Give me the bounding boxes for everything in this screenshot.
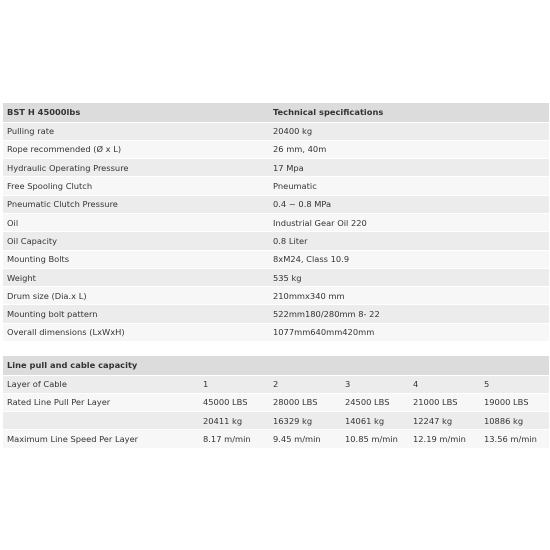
capacity-cell: 13.56 m/min bbox=[480, 430, 549, 448]
capacity-title: Line pull and cable capacity bbox=[3, 356, 549, 375]
spec-value: 210mmx340 mm bbox=[269, 287, 549, 305]
spec-value: 26 mm, 40m bbox=[269, 140, 549, 158]
capacity-cell: 19000 LBS bbox=[480, 393, 549, 411]
capacity-label: Rated Line Pull Per Layer bbox=[3, 393, 199, 411]
spec-label: Free Spooling Clutch bbox=[3, 177, 269, 195]
spec-label: Rope recommended (Ø x L) bbox=[3, 140, 269, 158]
spec-row bbox=[3, 177, 549, 195]
spec-row bbox=[3, 140, 549, 158]
capacity-cell: 9.45 m/min bbox=[269, 430, 341, 448]
spec-value: 0.4 ~ 0.8 MPa bbox=[269, 195, 549, 213]
spec-row bbox=[3, 268, 549, 286]
spec-value: Industrial Gear Oil 220 bbox=[269, 213, 549, 231]
capacity-cell: 14061 kg bbox=[341, 412, 409, 430]
capacity-cell: 28000 LBS bbox=[269, 393, 341, 411]
spec-value: 8xM24, Class 10.9 bbox=[269, 250, 549, 268]
capacity-cell: 45000 LBS bbox=[199, 393, 269, 411]
capacity-label bbox=[3, 412, 199, 430]
spec-label: Pulling rate bbox=[3, 122, 269, 140]
spec-label: Mounting bolt pattern bbox=[3, 305, 269, 323]
capacity-cell: 2 bbox=[269, 375, 341, 393]
spec-label: Weight bbox=[3, 268, 269, 286]
spec-value: 20400 kg bbox=[269, 122, 549, 140]
specifications-table bbox=[3, 103, 549, 342]
capacity-cell: 20411 kg bbox=[199, 412, 269, 430]
capacity-cell: 10886 kg bbox=[480, 412, 549, 430]
capacity-label: Maximum Line Speed Per Layer bbox=[3, 430, 199, 448]
spec-label: Hydraulic Operating Pressure bbox=[3, 159, 269, 177]
capacity-row bbox=[3, 412, 549, 430]
capacity-cell: 16329 kg bbox=[269, 412, 341, 430]
capacity-header-row bbox=[3, 356, 549, 375]
capacity-cell: 21000 LBS bbox=[409, 393, 480, 411]
capacity-cell: 4 bbox=[409, 375, 480, 393]
capacity-row bbox=[3, 375, 549, 393]
spec-label: Oil bbox=[3, 213, 269, 231]
spec-value: Pneumatic bbox=[269, 177, 549, 195]
capacity-cell: 12.19 m/min bbox=[409, 430, 480, 448]
spec-row bbox=[3, 232, 549, 250]
spec-row bbox=[3, 287, 549, 305]
spec-row bbox=[3, 159, 549, 177]
spec-header-title: Technical specifications bbox=[269, 103, 549, 122]
spec-row bbox=[3, 305, 549, 323]
spec-row bbox=[3, 323, 549, 341]
spec-row bbox=[3, 213, 549, 231]
spec-value: 0.8 Liter bbox=[269, 232, 549, 250]
spec-label: Drum size (Dia.x L) bbox=[3, 287, 269, 305]
capacity-label: Layer of Cable bbox=[3, 375, 199, 393]
spec-value: 1077mm640mm420mm bbox=[269, 323, 549, 341]
spec-row bbox=[3, 195, 549, 213]
spec-label: Mounting Bolts bbox=[3, 250, 269, 268]
capacity-cell: 5 bbox=[480, 375, 549, 393]
spec-row bbox=[3, 250, 549, 268]
capacity-cell: 10.85 m/min bbox=[341, 430, 409, 448]
spec-value: 522mm180/280mm 8- 22 bbox=[269, 305, 549, 323]
capacity-cell: 12247 kg bbox=[409, 412, 480, 430]
model-name: BST H 45000lbs bbox=[3, 103, 269, 122]
capacity-cell: 3 bbox=[341, 375, 409, 393]
spec-label: Overall dimensions (LxWxH) bbox=[3, 323, 269, 341]
spec-value: 535 kg bbox=[269, 268, 549, 286]
capacity-cell: 1 bbox=[199, 375, 269, 393]
spec-row bbox=[3, 122, 549, 140]
spec-label: Pneumatic Clutch Pressure bbox=[3, 195, 269, 213]
capacity-row bbox=[3, 430, 549, 448]
spec-header-row bbox=[3, 103, 549, 122]
spec-label: Oil Capacity bbox=[3, 232, 269, 250]
capacity-row bbox=[3, 393, 549, 411]
capacity-table bbox=[3, 356, 549, 449]
spec-value: 17 Mpa bbox=[269, 159, 549, 177]
capacity-cell: 8.17 m/min bbox=[199, 430, 269, 448]
capacity-cell: 24500 LBS bbox=[341, 393, 409, 411]
